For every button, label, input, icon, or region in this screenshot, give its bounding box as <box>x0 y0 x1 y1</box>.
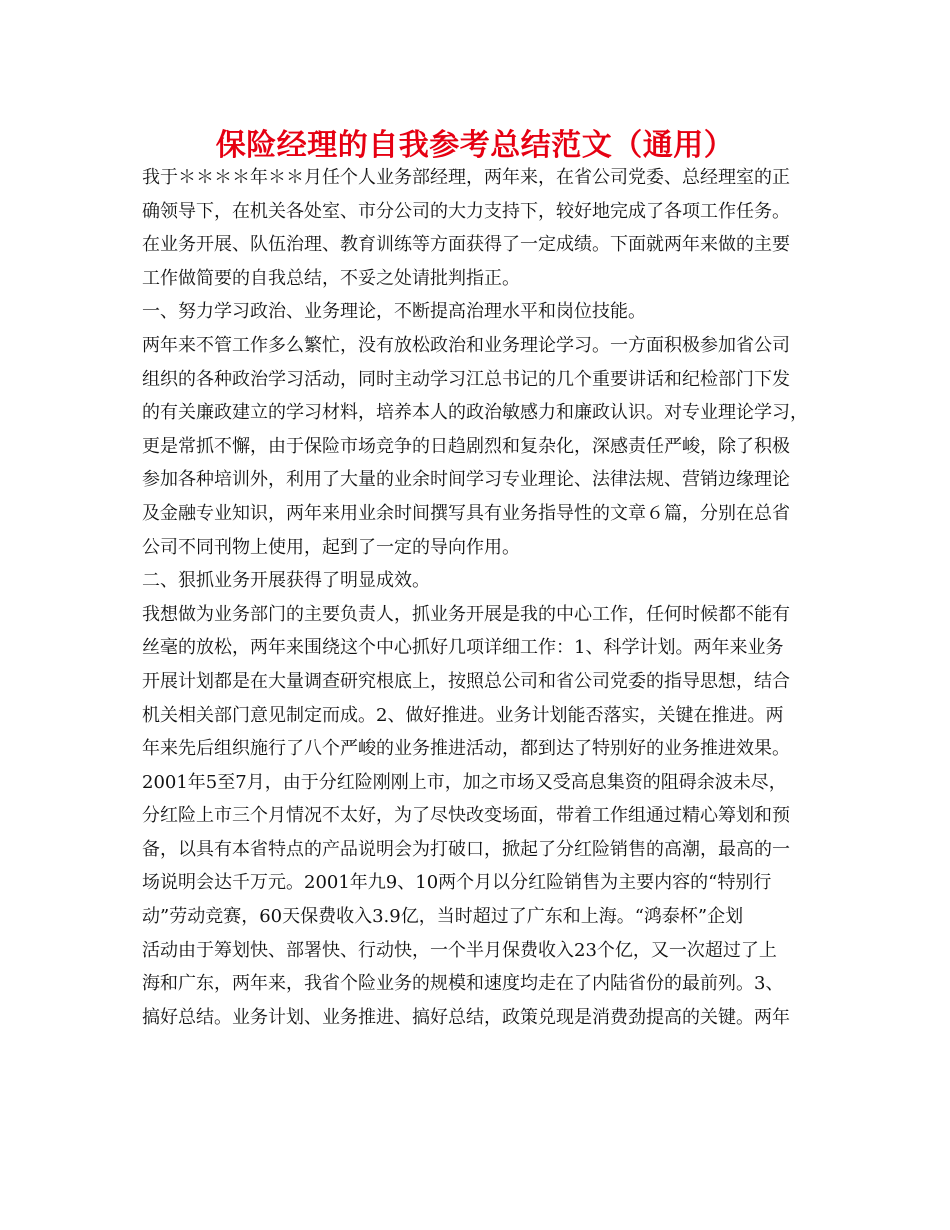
body-line: 我于＊＊＊＊年＊＊月任个人业务部经理，两年来，在省公司党委、总经理室的正 <box>142 167 790 188</box>
body-line: 的有关廉政建立的学习材料，培养本人的政治敏感力和廉政认识。对专业理论学习， <box>142 402 808 424</box>
body-line: 场说明会达千万元。2001年九9、10两个月以分红险销售为主要内容的“特别行 <box>142 872 772 894</box>
body-line: 及金融专业知识，两年来用业余时间撰写具有业务指导性的文章６篇，分别在总省 <box>142 502 790 524</box>
body-line: 年来先后组织施行了八个严峻的业务推进活动，都到达了特别好的业务推进效果。 <box>142 738 790 760</box>
body-line: 一、努力学习政治、业务理论，不断提高治理水平和岗位技能。 <box>142 301 646 323</box>
body-line: 丝毫的放松，两年来围绕这个中心抓好几项详细工作：1、科学计划。两年来业务 <box>142 637 784 659</box>
body-line: 组织的各种政治学习活动，同时主动学习江总书记的几个重要讲话和纪检部门下发 <box>142 368 790 390</box>
body-line: 动”劳动竞赛，60天保费收入3.9亿，当时超过了广东和上海。“鸿泰杯”企划 <box>142 906 744 928</box>
body-line: 海和广东，两年来，我省个险业务的规模和速度均走在了内陆省份的最前列。3、 <box>142 973 784 995</box>
document-title: 保险经理的自我参考总结范文（通用） <box>215 128 735 163</box>
body-line: 备，以具有本省特点的产品说明会为打破口，掀起了分红险销售的高潮，最高的一 <box>142 838 790 860</box>
body-line: 工作做简要的自我总结，不妥之处请批判指正。 <box>142 267 520 289</box>
body-line: 分红险上市三个月情况不太好，为了尽快改变场面，带着工作组通过精心筹划和预 <box>142 805 790 827</box>
body-line: 公司不同刊物上使用，起到了一定的导向作用。 <box>142 536 520 558</box>
body-line: 两年来不管工作多么繁忙，没有放松政治和业务理论学习。一方面积极参加省公司 <box>142 334 790 356</box>
body-line: 在业务开展、队伍治理、教育训练等方面获得了一定成绩。下面就两年来做的主要 <box>142 234 790 256</box>
body-line: 确领导下，在机关各处室、市分公司的大力支持下，较好地完成了各项工作任务。 <box>142 200 790 222</box>
body-line: 参加各种培训外，利用了大量的业余时间学习专业理论、法律法规、营销边缘理论 <box>142 469 790 491</box>
body-line: 我想做为业务部门的主要负责人，抓业务开展是我的中心工作，任何时候都不能有 <box>142 603 790 625</box>
body-line: 2001年5至7月，由于分红险刚刚上市，加之市场又受高息集资的阻碍余波未尽， <box>142 771 787 793</box>
document-body <box>142 161 822 1034</box>
body-line: 活动由于筹划快、部署快、行动快，一个半月保费收入23个亿，又一次超过了上 <box>142 939 777 961</box>
body-line: 开展计划都是在大量调查研究根底上，按照总公司和省公司党委的指导思想，结合 <box>142 670 790 692</box>
body-line: 更是常抓不懈，由于保险市场竞争的日趋剧烈和复杂化，深感责任严峻，除了积极 <box>142 435 790 457</box>
body-line: 二、狠抓业务开展获得了明显成效。 <box>142 570 430 592</box>
body-line: 机关相关部门意见制定而成。2、做好推进。业务计划能否落实，关键在推进。两 <box>142 704 784 726</box>
body-line: 搞好总结。业务计划、业务推进、搞好总结，政策兑现是消费劲提高的关键。两年 <box>142 1006 790 1028</box>
